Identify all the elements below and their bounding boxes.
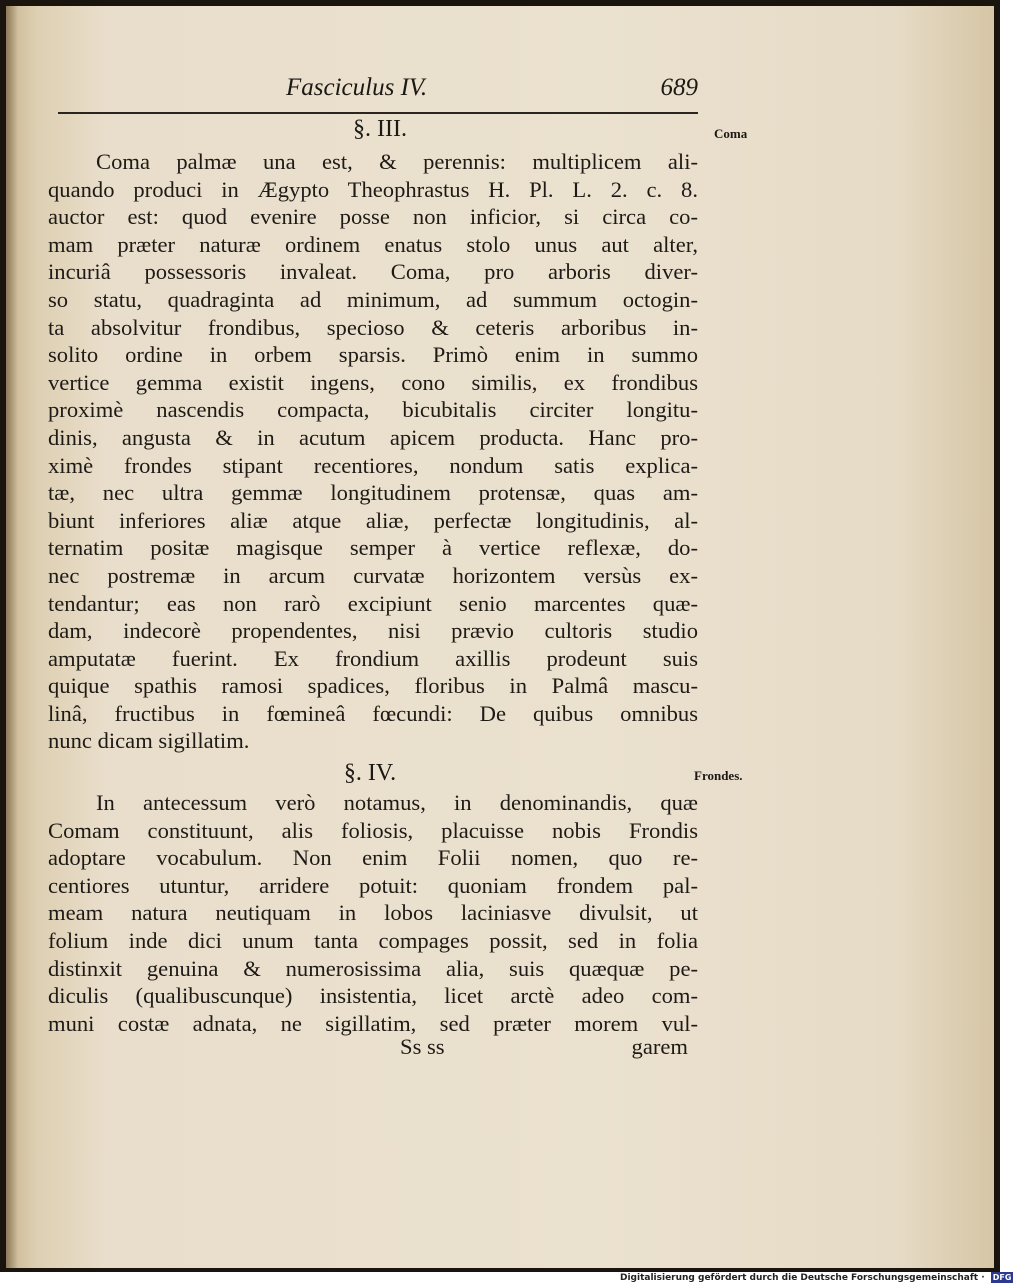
text-line: distinxit genuina & numerosissima alia, suis quæquæ pe- (48, 955, 698, 981)
text-line: quique spathis ramosi spadices, floribus in Palmâ mascu- (48, 673, 698, 699)
text-line: adoptare vocabulum. Non enim Folii nomen, quo re- (48, 845, 698, 871)
text-line: muni costæ adnata, ne sigillatim, sed præter morem vul- (48, 1010, 698, 1036)
text-line: folium inde dici unum tanta compages possit, sed in folia (48, 927, 698, 953)
text-line: Comam constituunt, alis foliosis, placuisse nobis Frondis (48, 817, 698, 843)
text-line: incuriâ possessoris invaleat. Coma, pro arboris diver- (48, 259, 698, 285)
text-line: nunc dicam sigillatim. (48, 728, 250, 754)
section-heading-4: §. IV. (343, 760, 397, 786)
text-line: mam præter naturæ ordinem enatus stolo unus aut alter, (48, 231, 698, 257)
margin-note-frondes: Frondes. (694, 768, 743, 783)
text-line: ta absolvitur frondibus, specioso & ceteris arboribus in- (48, 314, 698, 340)
text-line: proximè nascendis compacta, bicubitalis circiter longitu- (48, 397, 698, 423)
text-line: linâ, fructibus in fœmineâ fœcundi: De quibus omnibus (48, 700, 698, 726)
section-heading-3: §. III. (353, 116, 407, 142)
text-line: tendantur; eas non rarò excipiunt senio marcentes quæ- (48, 590, 698, 616)
page-gutter-shadow (6, 6, 18, 1268)
text-line: ximè frondes stipant recentiores, nondum satis explica- (48, 452, 698, 478)
section-3-text (48, 148, 698, 755)
text-line: biunt inferiores aliæ atque aliæ, perfectæ longitudinis, al- (48, 507, 698, 533)
text-line: ternatim positæ magisque semper à vertice reflexæ, do- (48, 535, 698, 561)
text-line: centiores utuntur, arridere potuit: quoniam frondem pal- (48, 872, 698, 898)
text-line: dinis, angusta & in acutum apicem producta. Hanc pro- (48, 424, 698, 450)
credit-bar: Digitalisierung gefördert durch die Deutsche Forschungsgemeinschaft · DFG (620, 1273, 1012, 1283)
text-line: auctor est: quod evenire posse non inficior, si circa co- (48, 204, 698, 230)
section-4-text (48, 789, 698, 1037)
dfg-logo: DFG (992, 1273, 1012, 1282)
text-line: tæ, nec ultra gemmæ longitudinem protensæ, quas am- (48, 480, 698, 506)
text-line: solito ordine in orbem sparsis. Primò enim in summo (48, 342, 698, 368)
catchword: garem (631, 1034, 688, 1059)
text-line: dam, indecorè propendentes, nisi prævio cultoris studio (48, 618, 698, 644)
text-line: Coma palmæ una est, & perennis: multiplicem ali- (96, 149, 698, 174)
margin-note-coma: Coma (714, 126, 748, 141)
running-head (60, 74, 700, 114)
text-line: so statu, quadraginta ad minimum, ad summum octogin- (48, 286, 698, 312)
text-line: amputatæ fuerint. Ex frondium axillis prodeunt suis (48, 645, 698, 671)
text-line: quando produci in Ægypto Theophrastus H. Pl. L. 2. c. 8. (48, 176, 698, 202)
page-number: 689 (660, 74, 698, 101)
text-line: meam natura neutiquam in lobos laciniasve divulsit, ut (48, 900, 698, 926)
text-line: vertice gemma existit ingens, cono similis, ex frondibus (48, 369, 698, 395)
text-line: nec postremæ in arcum curvatæ horizontem versùs ex- (48, 562, 698, 588)
running-title: Fasciculus IV. (286, 74, 428, 101)
text-line: diculis (qualibuscunque) insistentia, licet arctè adeo com- (48, 983, 698, 1009)
header-rule (58, 112, 698, 114)
credit-text: Digitalisierung gefördert durch die Deutsche Forschungsgemeinschaft (620, 1273, 979, 1283)
signature-mark: Ss ss (400, 1034, 445, 1059)
text-line: In antecessum verò notamus, in denominandis, quæ (96, 790, 698, 815)
